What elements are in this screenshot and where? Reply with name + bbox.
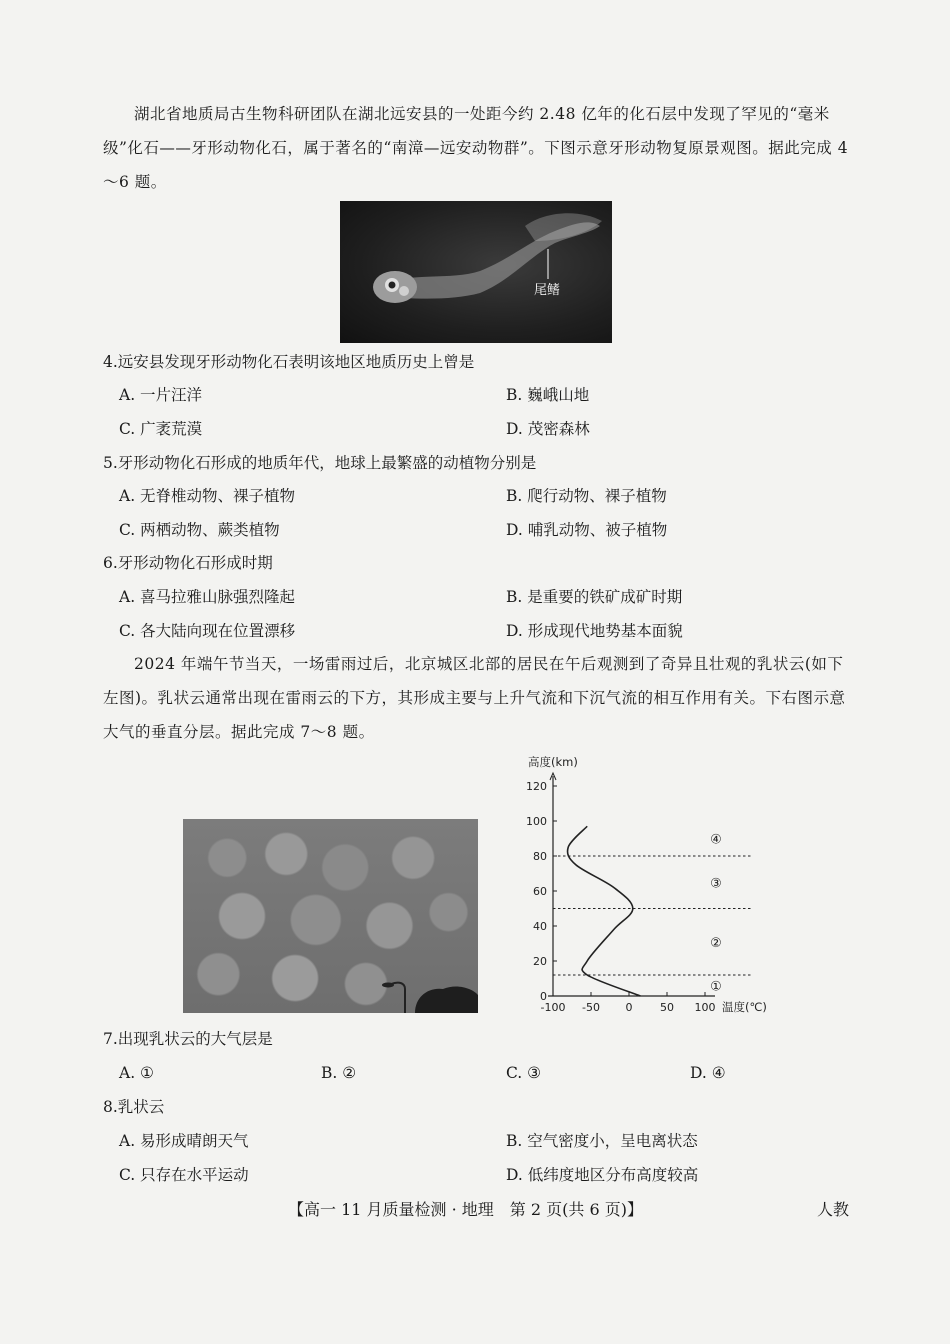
q6-option-b: B. 是重要的铁矿成矿时期: [506, 588, 683, 606]
question-7-stem: 7.出现乳状云的大气层是: [103, 1030, 273, 1048]
question-8-stem: 8.乳状云: [103, 1098, 165, 1116]
q6-option-a: A. 喜马拉雅山脉强烈隆起: [119, 588, 296, 606]
layer-label: ①: [710, 979, 722, 995]
y-tick-label: 100: [526, 815, 547, 828]
q4-option-a: A. 一片汪洋: [119, 386, 203, 404]
passage-1: 湖北省地质局古生物科研团队在湖北远安县的一处距今约 2.48 亿年的化石层中发现了罕见的“毫米级”化石——牙形动物化石，属于著名的“南漳—远安动物群”。下图示意牙形动物复原景观图。据此完成 4～6 题。: [103, 105, 849, 191]
q8-option-c: C. 只存在水平运动: [119, 1166, 249, 1184]
q5-option-a: A. 无脊椎动物、裸子植物: [119, 487, 296, 505]
layer-label: ②: [710, 935, 722, 951]
q7-option-a: A. ①: [119, 1064, 154, 1082]
temperature-curve: [568, 826, 641, 996]
y-tick-label: 0: [540, 990, 547, 1003]
x-tick-label: -100: [540, 1001, 566, 1014]
page-footer: 【高一 11 月质量检测 · 地理 第 2 页(共 6 页)】: [288, 1200, 643, 1219]
x-axis-title: 温度(℃): [722, 1000, 767, 1014]
y-axis-title: 高度(km): [528, 755, 578, 769]
q8-option-b: B. 空气密度小，呈电离状态: [506, 1132, 698, 1150]
streetlight-trees: [183, 819, 478, 1013]
q4-option-b: B. 巍峨山地: [506, 386, 590, 404]
layer-label: ③: [710, 876, 722, 892]
x-tick-label: 0: [625, 1001, 633, 1014]
fish-illustration: [340, 201, 612, 343]
passage-2: 2024 年端午节当天，一场雷雨过后，北京城区北部的居民在午后观测到了奇异且壮观的乳状云(如下左图)。乳状云通常出现在雷雨云的下方，其形成主要与上升气流和下沉气流的相互作用有关。下右图示意大气的垂直分层。据此完成 7～8 题。: [103, 655, 846, 741]
question-5-stem: 5.牙形动物化石形成的地质年代，地球上最繁盛的动植物分别是: [103, 454, 537, 472]
question-4-stem: 4.远安县发现牙形动物化石表明该地区地质历史上曾是: [103, 353, 475, 371]
y-tick-label: 20: [533, 955, 547, 968]
q5-option-b: B. 爬行动物、裸子植物: [506, 487, 667, 505]
mammatus-cloud-photo: [183, 819, 478, 1013]
y-tick-label: 80: [533, 850, 547, 863]
footer-publisher: 人教: [817, 1200, 850, 1219]
x-tick-label: 100: [694, 1001, 716, 1014]
q5-option-c: C. 两栖动物、蕨类植物: [119, 521, 280, 539]
q6-option-c: C. 各大陆向现在位置漂移: [119, 622, 296, 640]
layer-label: ④: [710, 832, 722, 848]
q8-option-d: D. 低纬度地区分布高度较高: [506, 1166, 699, 1184]
y-tick-label: 40: [533, 920, 547, 933]
atmosphere-layer-chart: [510, 748, 780, 1020]
q7-option-b: B. ②: [321, 1064, 357, 1082]
tail-fin-label: 尾鳍: [534, 283, 561, 298]
q5-option-d: D. 哺乳动物、被子植物: [506, 521, 668, 539]
y-tick-label: 120: [526, 780, 547, 793]
q7-option-d: D. ④: [690, 1064, 726, 1082]
q6-option-d: D. 形成现代地势基本面貌: [506, 622, 683, 640]
x-tick-label: -50: [582, 1001, 600, 1014]
x-tick-label: 50: [660, 1001, 674, 1014]
q7-option-c: C. ③: [506, 1064, 542, 1082]
y-tick-label: 60: [533, 885, 547, 898]
q4-option-c: C. 广袤荒漠: [119, 420, 203, 438]
q4-option-d: D. 茂密森林: [506, 420, 590, 438]
q8-option-a: A. 易形成晴朗天气: [119, 1132, 249, 1150]
fish-reconstruction-image: [340, 201, 612, 343]
question-6-stem: 6.牙形动物化石形成时期: [103, 554, 273, 572]
